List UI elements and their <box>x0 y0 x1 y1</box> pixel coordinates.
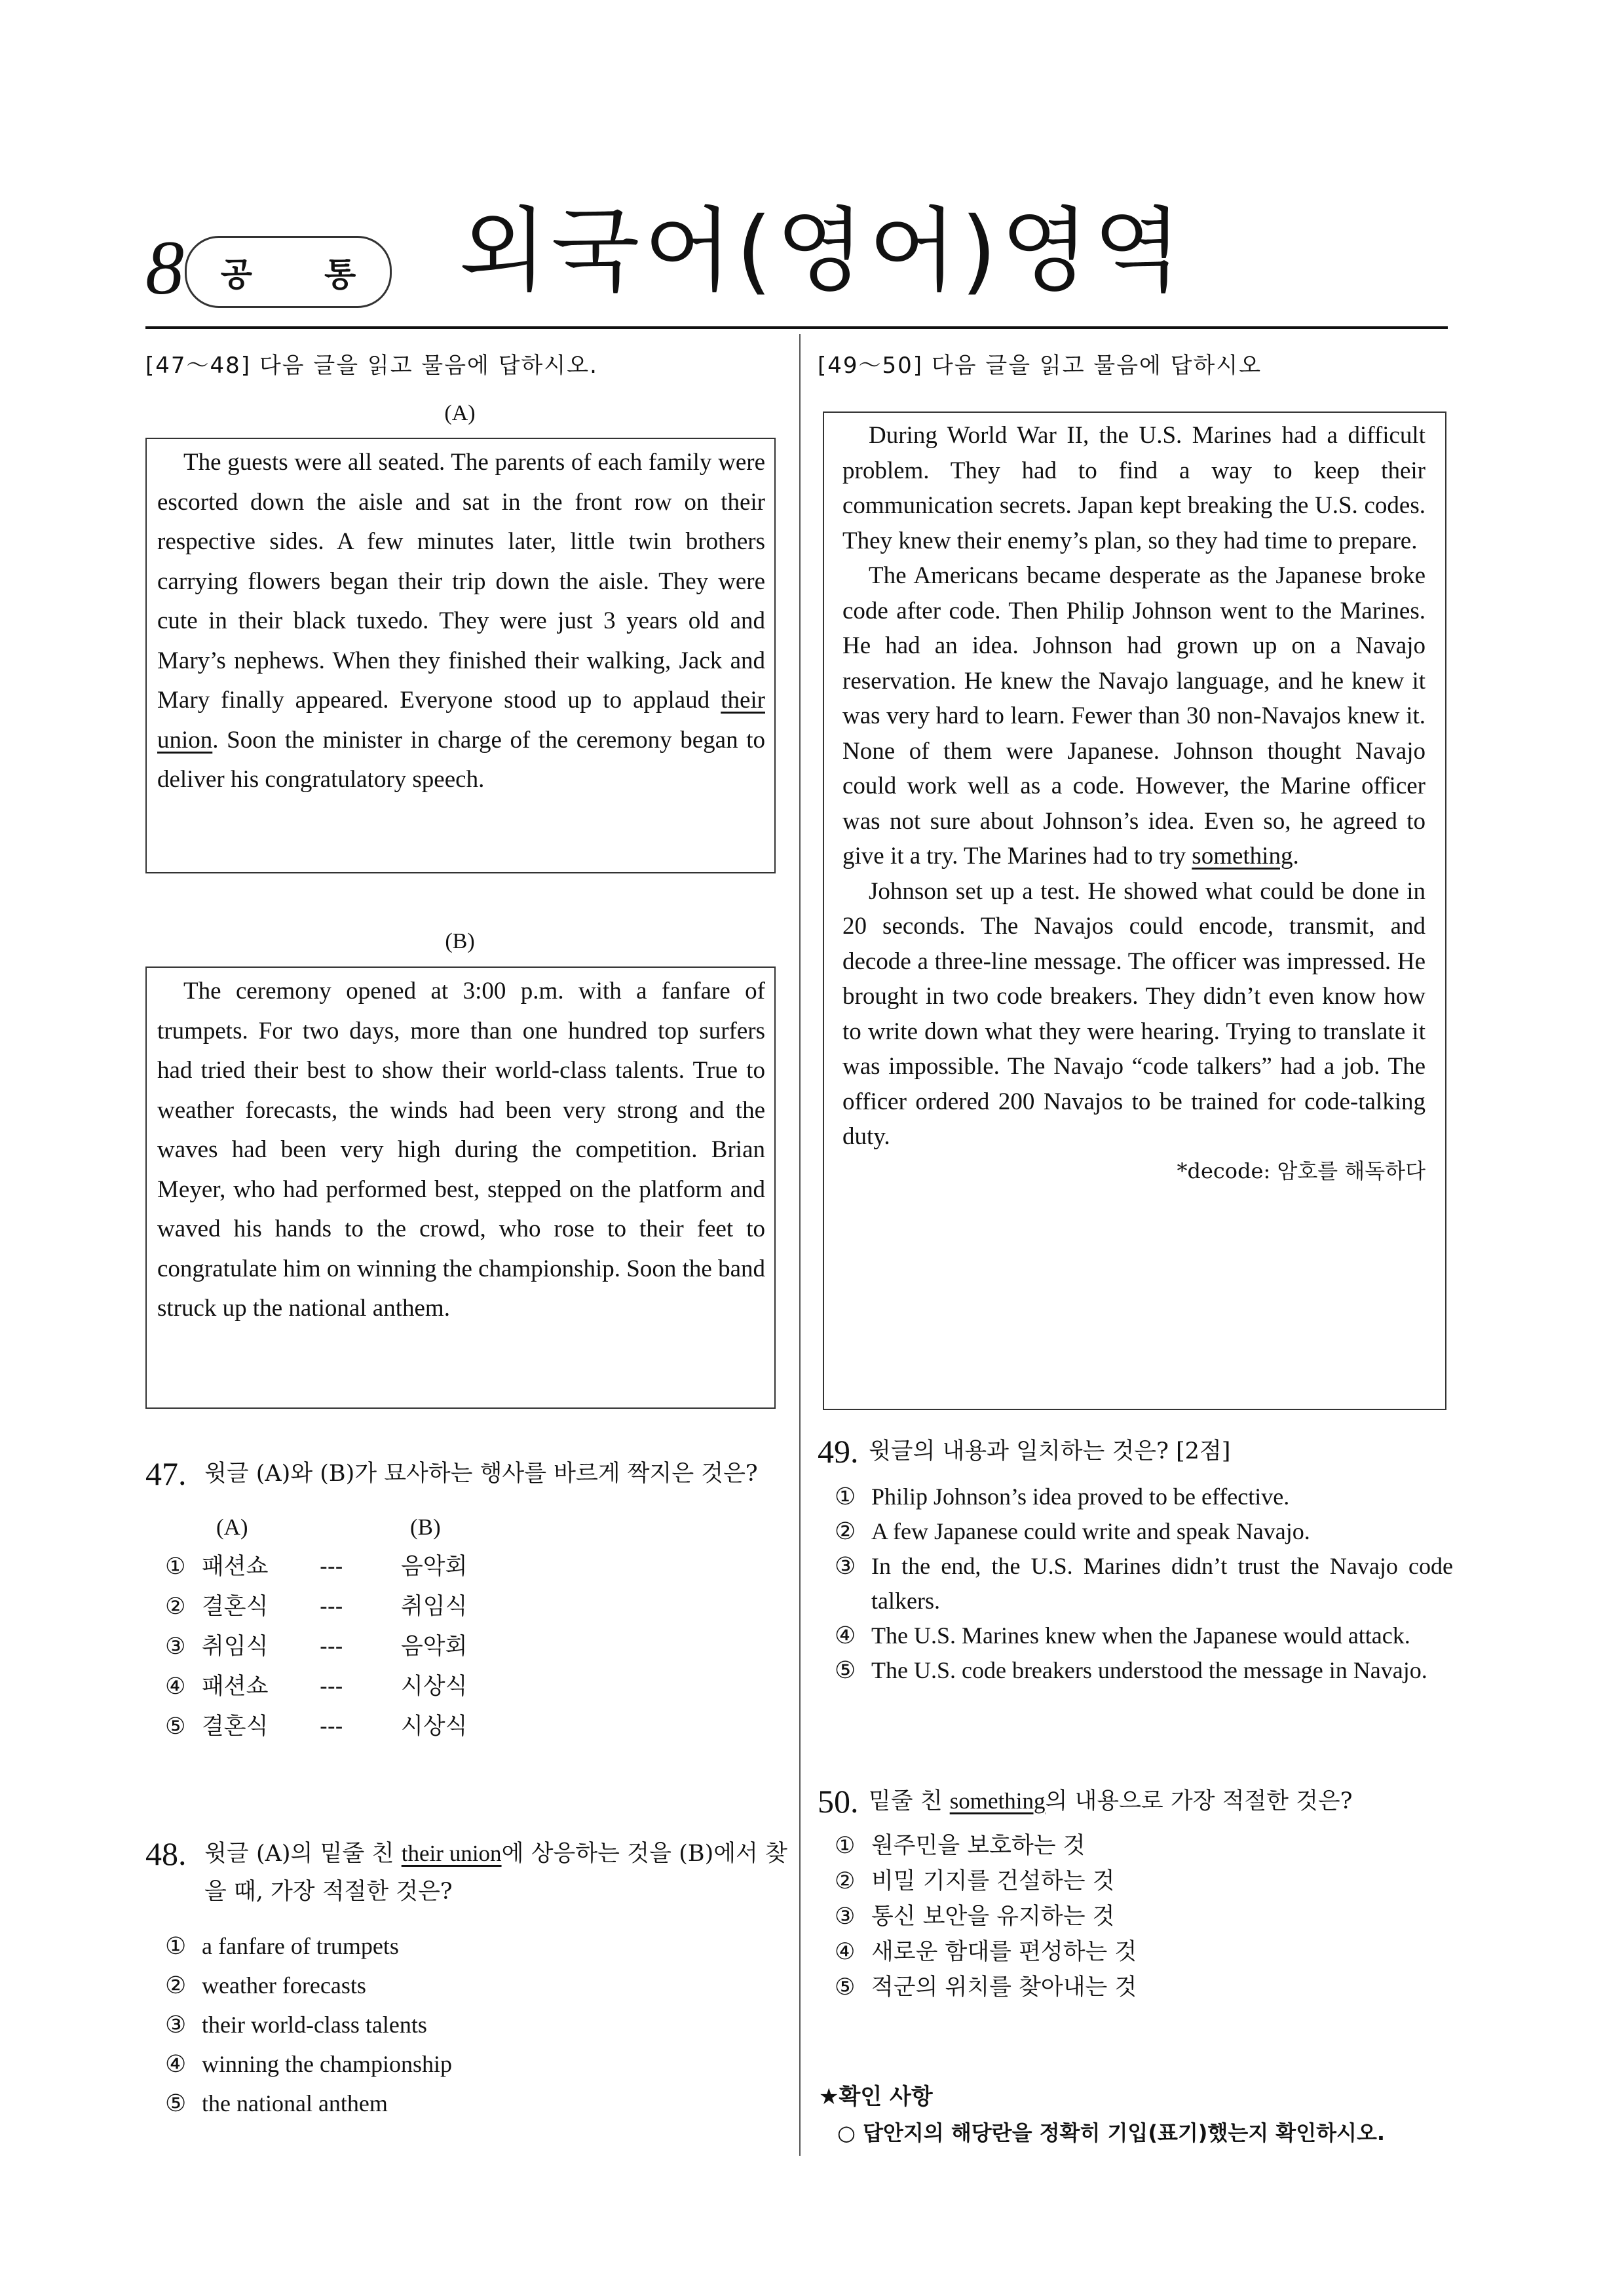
answer-option[interactable] <box>835 1864 1453 1899</box>
q48-stem-after: 에 상응하는 것을 (B)에서 찾을 때, 가장 적절한 것은? <box>204 1841 787 1905</box>
question-47-stem: 윗글 (A)와 (B)가 묘사하는 행사를 바르게 짝지은 것은? <box>204 1461 758 1487</box>
option-mark: ③ <box>165 2012 187 2038</box>
option-text: winning the championship <box>202 2051 452 2077</box>
passage-paragraph-3: Johnson set up a test. He showed what could be done in 20 seconds. The Navajos could encode, transmit, and decode a three-line message. The officer was impressed. He brought in two code breakers. They didn’t even know how to write down what they were hearing. Trying to translate it was impossible. The Navajo “code talkers” had a job. The officer ordered 200 Navajos to be trained for code-talking duty. <box>842 877 1426 1150</box>
answer-option[interactable] <box>165 2044 787 2084</box>
instruction-47-48: [47～48] 다음 글을 읽고 물음에 답하시오. <box>145 353 598 379</box>
passage-b-text: The ceremony opened at 3:00 p.m. with a fanfare of trumpets. For two days, more than one hundred top surfers had tried their best to show their world-class talents. True to weather forecasts, the winds had been very strong and the waves had been very high during the competition. Brian Meyer, who had performed best, stepped on the platform and waved his hands to the crowd, who rose to their feet to congratulate him on winning the championship. Soon the band struck up the national anthem. <box>157 978 765 1322</box>
option-b: 시상식 <box>401 1674 468 1700</box>
option-mark: ⑤ <box>835 1657 856 1683</box>
option-mark: ④ <box>835 1622 856 1649</box>
option-dash: --- <box>320 1554 343 1580</box>
question-47 <box>145 1455 787 1747</box>
passage-a-underlined: their union <box>157 687 765 754</box>
option-b: 음악회 <box>401 1554 468 1580</box>
answer-option[interactable] <box>145 1587 787 1627</box>
option-text: In the end, the U.S. Marines didn’t trust the Navajo code talkers. <box>871 1553 1453 1614</box>
option-mark: ③ <box>835 1904 856 1930</box>
option-text: The U.S. Marines knew when the Japanese would attack. <box>871 1622 1410 1649</box>
answer-option[interactable] <box>835 1828 1453 1864</box>
answer-option[interactable] <box>835 1480 1453 1514</box>
q50-stem-before: 밑줄 친 <box>869 1788 950 1814</box>
option-b: 음악회 <box>401 1634 468 1660</box>
option-text: their world-class talents <box>202 2012 427 2038</box>
option-dash: --- <box>320 1594 343 1620</box>
option-a: 취임식 <box>202 1634 269 1660</box>
question-48-stem <box>191 1835 787 1911</box>
passage-navajo <box>823 411 1446 1410</box>
answer-option[interactable] <box>165 1926 787 1966</box>
question-48 <box>145 1835 787 2123</box>
option-dash: --- <box>320 1674 343 1700</box>
passage-footnote: *decode: 암호를 해독하다 <box>1177 1158 1426 1183</box>
option-mark: ⑤ <box>835 1974 856 2000</box>
page-number: 8 <box>145 225 184 311</box>
option-a: 결혼식 <box>202 1713 269 1740</box>
answer-option[interactable] <box>835 1970 1453 2005</box>
passage-b-label: (B) <box>445 929 475 953</box>
question-48-number: 48. <box>145 1835 187 1872</box>
question-50-stem <box>863 1782 1353 1820</box>
option-text: The U.S. code breakers understood the message in Navajo. <box>871 1657 1427 1683</box>
answer-option[interactable] <box>165 1966 787 2005</box>
paragraph-2-after: . <box>1293 843 1299 870</box>
question-49 <box>818 1432 1453 1688</box>
option-b: 시상식 <box>401 1713 468 1740</box>
check-text: ○ 답안지의 해당란을 정확히 기입(표기)했는지 확인하시오. <box>837 2120 1386 2145</box>
section-pill <box>185 236 392 308</box>
question-47-options <box>145 1507 787 1747</box>
q47-col-b-header: (B) <box>410 1514 441 1540</box>
paragraph-2-before: The Americans became desperate as the Japanese broke code after code. Then Philip Johnson went to the Marines. He had an idea. Johnson had grown up on a Navajo reservation. He knew the Navajo language, and he knew it was very hard to learn. Fewer than 30 non-Navajos knew it. None of them were Japanese. Johnson thought Navajo could work well as a code. However, the Marine officer was not sure about Johnson’s idea. Even so, he agreed to give it a try. The Marines had to try <box>842 562 1426 870</box>
question-50 <box>818 1782 1453 2005</box>
q50-stem-underlined: something <box>949 1788 1046 1814</box>
answer-option[interactable] <box>835 1653 1453 1688</box>
option-mark: ③ <box>165 1634 186 1660</box>
header-rule <box>145 326 1448 329</box>
answer-option[interactable] <box>835 1549 1453 1618</box>
passage-a <box>145 438 776 873</box>
option-mark: ② <box>165 1594 186 1620</box>
answer-option[interactable] <box>835 1899 1453 1934</box>
option-mark: ② <box>165 1972 187 1999</box>
passage-paragraph-2 <box>842 558 1426 874</box>
answer-option[interactable] <box>835 1934 1453 1970</box>
option-text: a fanfare of trumpets <box>202 1933 399 1959</box>
option-dash: --- <box>320 1634 343 1660</box>
option-text: 원주민을 보호하는 것 <box>871 1833 1086 1859</box>
option-a: 패션쇼 <box>202 1674 269 1700</box>
option-mark: ⑤ <box>165 2090 187 2116</box>
question-50-number: 50. <box>818 1783 859 1820</box>
question-48-options <box>145 1926 787 2123</box>
answer-option[interactable] <box>145 1707 787 1747</box>
option-text: 새로운 함대를 편성하는 것 <box>871 1939 1137 1965</box>
page-title: 외국어(영어)영역 <box>459 198 1186 305</box>
option-text: 비밀 기지를 건설하는 것 <box>871 1868 1115 1894</box>
answer-option[interactable] <box>165 2005 787 2044</box>
question-49-stem: 윗글의 내용과 일치하는 것은? [2점] <box>869 1438 1231 1464</box>
option-text: 통신 보안을 유지하는 것 <box>871 1904 1115 1930</box>
question-49-number: 49. <box>818 1433 859 1470</box>
q48-stem-before: 윗글 (A)의 밑줄 친 <box>204 1841 402 1867</box>
option-mark: ④ <box>165 1674 186 1700</box>
pill-right-char: 통 <box>324 256 356 294</box>
instruction-49-50: [49～50] 다음 글을 읽고 물음에 답하시오 <box>818 353 1262 379</box>
option-b: 취임식 <box>401 1594 468 1620</box>
option-mark: ④ <box>835 1939 856 1965</box>
answer-option[interactable] <box>145 1627 787 1667</box>
question-47-number: 47. <box>145 1455 187 1492</box>
option-mark: ① <box>835 1483 856 1510</box>
q48-stem-underlined: their union <box>401 1841 502 1866</box>
option-text: A few Japanese could write and speak Navajo. <box>871 1518 1310 1544</box>
option-mark: ④ <box>165 2051 187 2077</box>
answer-option[interactable] <box>165 2084 787 2123</box>
option-a: 패션쇼 <box>202 1554 269 1580</box>
question-50-options <box>818 1828 1453 2005</box>
pill-left-char: 공 <box>220 256 252 294</box>
paragraph-2-underlined: something <box>1192 843 1293 870</box>
option-mark: ① <box>835 1833 856 1859</box>
answer-option[interactable] <box>145 1667 787 1707</box>
option-text: Philip Johnson’s idea proved to be effective. <box>871 1483 1290 1510</box>
answer-option[interactable] <box>145 1547 787 1587</box>
passage-paragraph-1: During World War II, the U.S. Marines had a difficult problem. They had to find a way to keep their communication secrets. Japan kept breaking the U.S. codes. They knew their enemy’s plan, so they had time to prepare. <box>842 422 1426 554</box>
option-a: 결혼식 <box>202 1594 269 1620</box>
option-mark: ② <box>835 1868 856 1894</box>
question-49-options <box>818 1480 1453 1688</box>
passage-a-label: (A) <box>444 401 476 425</box>
q47-col-a-header: (A) <box>216 1514 248 1540</box>
column-divider <box>799 334 801 2156</box>
option-mark: ② <box>835 1518 856 1544</box>
passage-a-text-after: . Soon the minister in charge of the ceremony began to deliver his congratulatory speech. <box>157 726 765 793</box>
option-text: 적군의 위치를 찾아내는 것 <box>871 1974 1137 2000</box>
option-mark: ① <box>165 1554 186 1580</box>
q50-stem-after: 의 내용으로 가장 적절한 것은? <box>1045 1788 1353 1814</box>
passage-b <box>145 966 776 1409</box>
check-title: ★확인 사항 <box>819 2084 933 2110</box>
option-text: the national anthem <box>202 2090 388 2116</box>
option-mark: ③ <box>835 1553 856 1579</box>
option-mark: ⑤ <box>165 1713 186 1740</box>
passage-a-text-before: The guests were all seated. The parents of each family were escorted down the aisle and sat in the front row on their respective sides. A few minutes later, little twin brothers carrying flowers began their trip down the aisle. They were cute in their black tuxedo. They were just 3 years old and Mary’s nephews. When they finished their walking, Jack and Mary finally appeared. Everyone stood up to applaud <box>157 449 765 714</box>
option-mark: ① <box>165 1933 187 1959</box>
option-dash: --- <box>320 1713 343 1740</box>
answer-option[interactable] <box>835 1618 1453 1653</box>
answer-option[interactable] <box>835 1514 1453 1549</box>
option-text: weather forecasts <box>202 1972 366 1999</box>
